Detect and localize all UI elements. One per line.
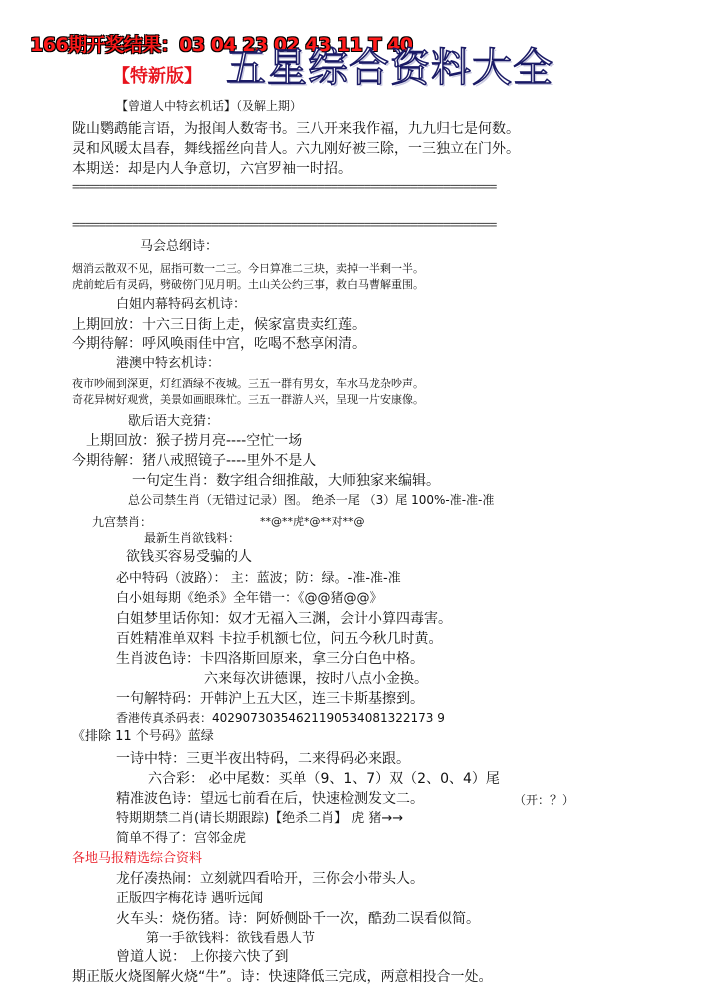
info-line: 一句定生肖：数字组合细推敲，大师独家来编辑。	[132, 473, 440, 489]
info-line: 简单不得了：宫邻金虎	[116, 831, 247, 846]
poem-line: 本期送：却是内人争意切，六宫罗袖一时招。	[72, 161, 352, 177]
info-line: 六来每次讲德课，按时八点小金换。	[204, 671, 428, 687]
poem-line: 灵和风暖太昌春，舞线摇丝向昔人。六九刚好被三除，一三独立在门外。	[72, 141, 520, 157]
info-line: 香港传真杀码表：40290730354621190534081322173 9	[116, 711, 445, 725]
section-heading: 港澳中特玄机诗：	[116, 356, 221, 371]
section-heading: 歇后语大竞猜：	[128, 414, 220, 429]
info-line: 六合彩： 必中尾数：买单（9、1、7）双（2、0、4）尾	[148, 771, 500, 787]
info-line: 期正版火烧图解火烧“牛”。诗：快速降低三完成，两意相投合一处。	[72, 969, 493, 985]
info-value: **@**虎*@**对**@	[260, 515, 365, 528]
page-title: 五星综合资料大全	[226, 45, 554, 91]
poem-line: 夜市吵闹到深更，灯红酒绿不夜城。三五一群有男女，车水马龙杂吵声。	[72, 377, 424, 390]
info-line: 白小姐每期《绝杀》全年错一：《@@猪@@》	[116, 591, 383, 606]
info-line: 曾道人说： 上你接六快了到	[116, 949, 289, 965]
info-line: 一句解特码：开韩沪上五大区，连三卡斯基擦到。	[116, 691, 424, 707]
info-line: 欲钱买容易受骗的人	[126, 549, 252, 565]
info-line: 总公司禁生肖（无错过记录）图。 绝杀一尾 （3）尾 100%-准-准-准	[128, 493, 495, 507]
info-line: 必中特码（波路）： 主：蓝波；防：绿。-准-准-准	[116, 571, 401, 586]
poem-line: 烟消云散双不见，屈指可数一二三。今日算准二三块，卖掉一半剩一半。	[72, 262, 424, 275]
info-line: 第一手欲钱料：欲钱看愚人节	[146, 931, 316, 946]
riddle-line: 上期回放：猴子捞月亮----空忙一场	[86, 433, 303, 449]
section-heading-red: 各地马报精选综合资料	[72, 851, 203, 866]
info-line: 《排除 11 个号码》蓝绿	[72, 729, 214, 744]
riddle-line: 今期待解：猪八戒照镜子----里外不是人	[72, 453, 317, 469]
info-line: 精准波色诗：望远七前看在后，快速检测发文二。	[116, 791, 424, 807]
info-line: 白姐梦里话你知：奴才无福入三渊，会计小算四毒害。	[116, 611, 452, 627]
draw-result-banner: 166期开奖结果：03 04 23 02 43 11 T 40	[30, 34, 413, 56]
section-heading: 马会总纲诗：	[140, 239, 219, 254]
info-line: 特期期禁二肖(请长期跟踪)【绝杀二肖】 虎 猪→→	[116, 811, 404, 826]
info-line: 火车头：烧伤猪。诗：阿娇侧卧千一次，酷劲二误看似简。	[116, 911, 480, 927]
poem-line: 虎前蛇后有灵码，劈破傍门见月明。土山关公约三事，救白马曹解重围。	[72, 278, 424, 291]
info-line: 一诗中特：三更半夜出特码，二来得码必来跟。	[116, 751, 410, 767]
info-line: 龙仔凑热闹：立刻就四看哈开，三你会小带头人。	[116, 871, 424, 887]
info-line: （开：？）	[514, 793, 575, 807]
info-label: 九宫禁肖：	[92, 515, 153, 529]
section-heading: 白姐内幕特码玄机诗：	[116, 297, 247, 312]
info-line: 正版四字梅花诗 遇听远闻	[116, 891, 264, 906]
poem-line: 今期待解：呼风唤雨佳中宫，吃喝不愁享闲清。	[72, 336, 366, 352]
edition-label: 【特新版】	[112, 66, 202, 87]
section-heading: 【曾道人中特玄机话】（及解上期）	[116, 99, 303, 113]
section-heading: 最新生肖欲钱料：	[144, 531, 241, 545]
poem-line: 上期回放：十六三日街上走，候家富贵卖红莲。	[72, 317, 366, 333]
poem-line: 陇山鹦鹉能言语，为报闺人数寄书。三八开来我作福，九九归七是何数。	[72, 121, 520, 137]
divider-line: ================================================================	[72, 180, 497, 195]
info-line: 生肖波色诗：卡四洛斯回原来，拿三分白色中格。	[116, 651, 424, 667]
info-line: 百姓精准单双料 卡拉手机额七位，问五今秋几时黄。	[116, 631, 443, 647]
divider-line: ================================================================	[72, 218, 497, 233]
poem-line: 奇花异树好观赏，美景如画眼珠忙。三五一群游人兴，呈现一片安康像。	[72, 393, 424, 406]
